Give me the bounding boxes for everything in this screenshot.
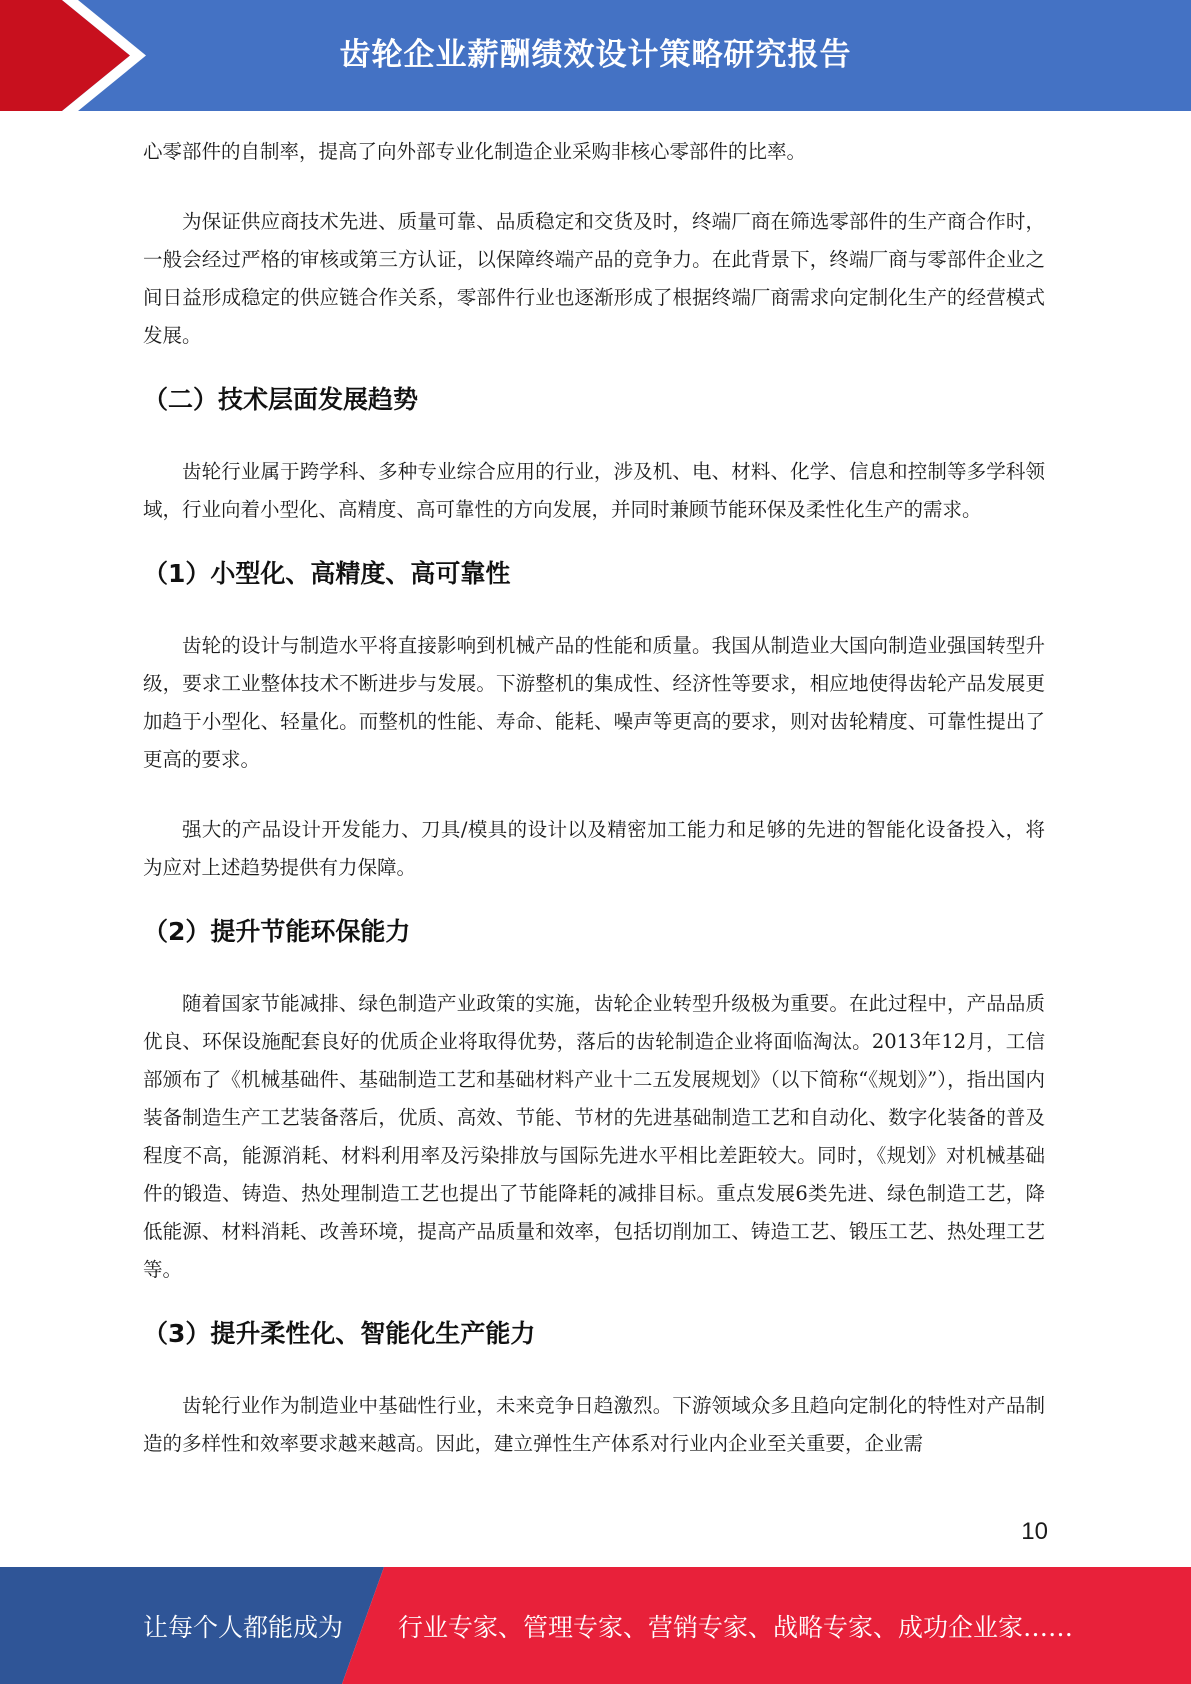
paragraph: 齿轮行业属于跨学科、多种专业综合应用的行业，涉及机、电、材料、化学、信息和控制等多学科领域，行业向着小型化、高精度、高可靠性的方向发展，并同时兼顾节能环保及柔性化生产的需求。 <box>143 460 1045 521</box>
paragraph: 心零部件的自制率，提高了向外部专业化制造企业采购非核心零部件的比率。 <box>143 140 807 163</box>
page-number: 10 <box>1021 1518 1048 1545</box>
page-header <box>0 0 1191 111</box>
page-footer <box>0 1567 1191 1684</box>
subsection-heading: （1）小型化、高精度、高可靠性 <box>143 559 511 588</box>
paragraph: 随着国家节能减排、绿色制造产业政策的实施，齿轮企业转型升级极为重要。在此过程中，产品品质优良、环保设施配套良好的优质企业将取得优势，落后的齿轮制造企业将面临淘汰。2013年12月，工信部颁布了《机械基础件、基础制造工艺和基础材料产业十二五发展规划》（以下简称“《规划》”），指出国内装备制造生产工艺装备落后，优质、高效、节能、节材的先进基础制造工艺和自动化、数字化装备的普及程度不高，能源消耗、材料利用率及污染排放与国际先进水平相比差距较大。同时，《规划》对机械基础件的锻造、铸造、热处理制造工艺也提出了节能降耗的减排目标。重点发展6类先进、绿色制造工艺，降低能源、材料消耗、改善环境，提高产品质量和效率，包括切削加工、铸造工艺、锻压工艺、热处理工艺等。 <box>143 992 1045 1281</box>
footer-slogan-left: 让每个人都能成为 <box>143 1612 344 1642</box>
subsection-heading: （2）提升节能环保能力 <box>143 917 411 946</box>
subsection-heading: （3）提升柔性化、智能化生产能力 <box>143 1319 536 1348</box>
footer-slogan-right: 行业专家、管理专家、营销专家、战略专家、成功企业家…… <box>398 1612 1074 1642</box>
document-body <box>143 133 1045 1463</box>
paragraph: 齿轮行业作为制造业中基础性行业，未来竞争日趋激烈。下游领域众多且趋向定制化的特性对产品制造的多样性和效率要求越来越高。因此，建立弹性生产体系对行业内企业至关重要，企业需 <box>143 1394 1045 1455</box>
report-title: 齿轮企业薪酬绩效设计策略研究报告 <box>339 36 852 73</box>
section-heading: （二）技术层面发展趋势 <box>143 385 419 414</box>
paragraph: 为保证供应商技术先进、质量可靠、品质稳定和交货及时，终端厂商在筛选零部件的生产商合作时，一般会经过严格的审核或第三方认证，以保障终端产品的竞争力。在此背景下，终端厂商与零部件企业之间日益形成稳定的供应链合作关系，零部件行业也逐渐形成了根据终端厂商需求向定制化生产的经营模式发展。 <box>143 210 1045 347</box>
paragraph: 齿轮的设计与制造水平将直接影响到机械产品的性能和质量。我国从制造业大国向制造业强国转型升级，要求工业整体技术不断进步与发展。下游整机的集成性、经济性等要求，相应地使得齿轮产品发展更加趋于小型化、轻量化。而整机的性能、寿命、能耗、噪声等更高的要求，则对齿轮精度、可靠性提出了更高的要求。 <box>143 634 1045 771</box>
paragraph: 强大的产品设计开发能力、刀具/模具的设计以及精密加工能力和足够的先进的智能化设备投入，将为应对上述趋势提供有力保障。 <box>143 818 1045 879</box>
